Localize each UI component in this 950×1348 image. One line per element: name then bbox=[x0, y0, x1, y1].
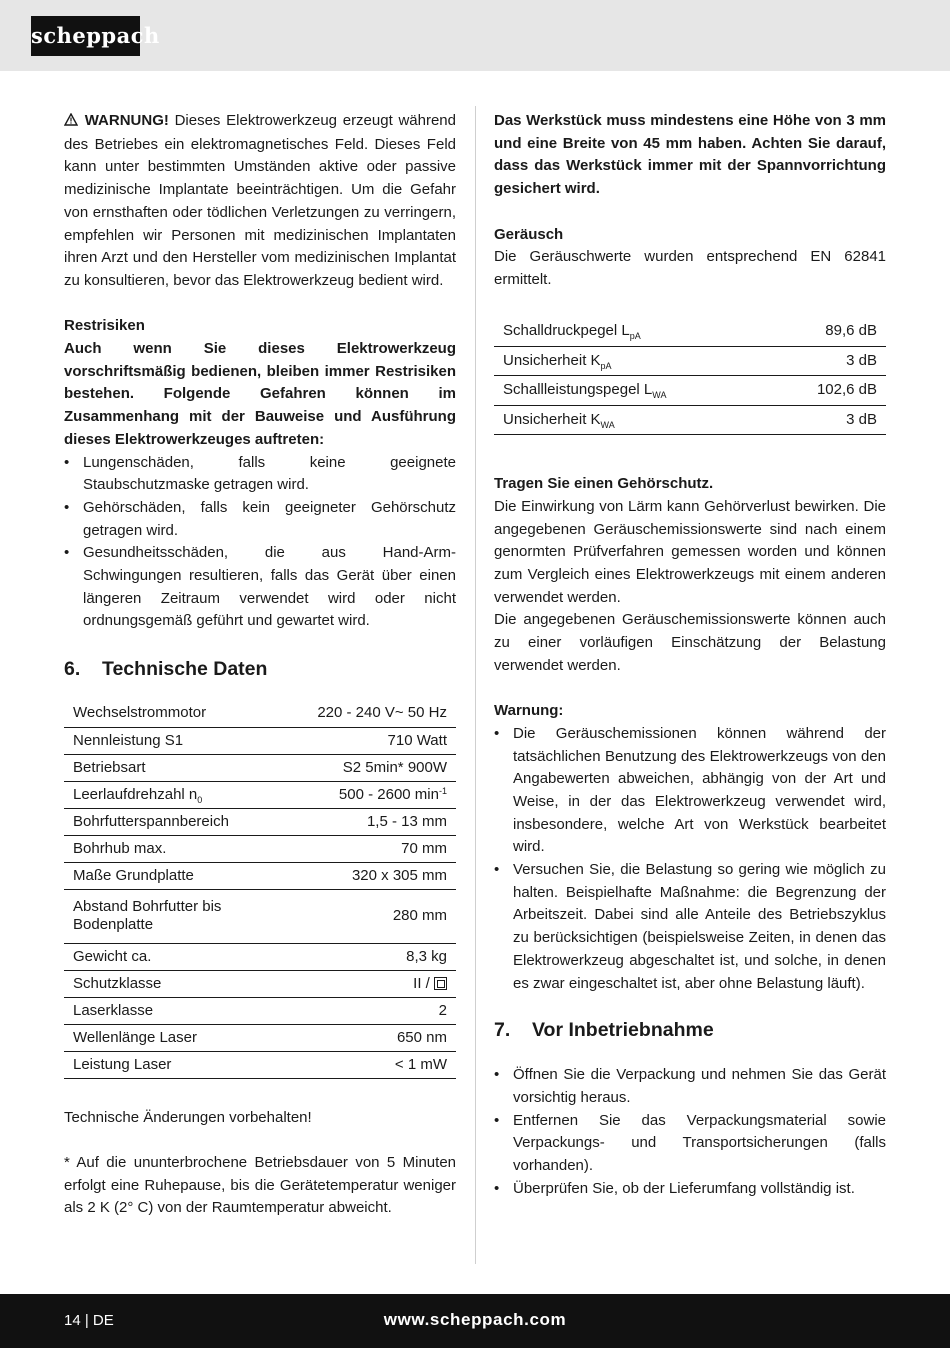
noise-table bbox=[494, 317, 886, 436]
page-number: 14 | DE bbox=[64, 1312, 114, 1329]
warning-text: Dieses Elektrowerkzeug erzeugt während des Betriebes ein elektromagnetisches Feld. Dieses Feld kann unter bestimmten Umständen aktive oder passive medizinische Implantate beeinträchtigen. Um die Gefahr von ernsthaften oder tödlichen Verletzungen zu verringern, empfehlen wir Personen mit medizinischen Implantaten ihren Arzt und den Hersteller vom medizinischen Implantat zu konsultieren, bevor das Elektrowerkzeug bedient wird. bbox=[64, 112, 456, 289]
warning-label: WARNUNG! bbox=[84, 112, 169, 129]
table-row: Nennleistung S1 710 Watt bbox=[64, 727, 456, 754]
right-column bbox=[494, 110, 886, 1200]
table-row: Leerlaufdrehzahl $n_0$ 500 - 2600 $\min^{-1}$ bbox=[64, 781, 456, 808]
table-row: Wellenlänge Laser 650 nm bbox=[64, 1024, 456, 1051]
warning-triangle-icon bbox=[64, 111, 79, 134]
table-row: Unsicherheit $K_{WA}$ 3 dB bbox=[494, 405, 886, 435]
table-row: Maße Grundplatte 320 x 305 mm bbox=[64, 862, 456, 889]
noise-text: Die Geräuschwerte wurden entsprechend EN 62841 ermittelt. bbox=[494, 248, 886, 288]
column-divider bbox=[475, 106, 476, 1264]
noise-warning-list bbox=[494, 723, 886, 995]
technical-data-table bbox=[64, 700, 456, 1079]
changes-note: Technische Änderungen vorbehalten! bbox=[64, 1108, 312, 1126]
table-row: Wechselstrommotor 220 - 240 V~ 50 Hz bbox=[64, 700, 456, 727]
table-row: Gewicht ca. 8,3 kg bbox=[64, 943, 456, 970]
hearing-title: Tragen Sie einen Gehörschutz. bbox=[494, 475, 714, 493]
noise-title: Geräusch bbox=[494, 225, 564, 243]
list-item: • Versuchen Sie, die Belastung so gering wie möglich zu halten. Beispielhafte Maßnahme: die Begrenzung der Arbeitszeit. Dabei sind alle Anteile des Betriebszyklus zu berücksichtigen (beispielsweise Zeiten, in denen das Elektrowerkzeug abgeschaltet ist, und solche, in denen es zwar eingeschaltet ist, aber ohne Belastung läuft). bbox=[494, 859, 886, 995]
list-item: • Gehörschäden, falls kein geeigneter Gehörschutz getragen wird. bbox=[64, 497, 456, 542]
table-row: Unsicherheit $K_{pA}$ 3 dB bbox=[494, 346, 886, 376]
table-row: Schalldruckpegel $L_{pA}$ 89,6 dB bbox=[494, 317, 886, 347]
page-footer bbox=[0, 1294, 950, 1348]
list-item: • Öffnen Sie die Verpackung und nehmen Sie das Gerät vorsichtig heraus. bbox=[494, 1064, 886, 1109]
scheppach-logo: scheppach bbox=[31, 16, 140, 56]
setup-steps-list bbox=[494, 1064, 886, 1200]
list-item: • Überprüfen Sie, ob der Lieferumfang vollständig ist. bbox=[494, 1178, 886, 1201]
workpiece-note: Das Werkstück muss mindestens eine Höhe von 3 mm und eine Breite von 45 mm haben. Achten Sie darauf, dass das Werkstück immer mit der Spannvorrichtung gesichert wird. bbox=[494, 112, 886, 198]
hearing-paragraph-1: Die Einwirkung von Lärm kann Gehörverlust bewirken. Die angegebenen Geräuschemissionswerte sind nach einem genormten Prüfverfahren gemessen worden und können zum Vergleich eines Elektrowerkzeugs mit einem anderen verwendet werden. bbox=[494, 497, 886, 606]
table-row: Leistung Laser < 1 mW bbox=[64, 1051, 456, 1078]
list-item: • Lungenschäden, falls keine geeignete Staubschutzmaske getragen wird. bbox=[64, 452, 456, 497]
emf-warning bbox=[64, 110, 456, 293]
table-row: Schutzklasse II / bbox=[64, 970, 456, 997]
list-item: • Entfernen Sie das Verpackungsmaterial sowie Verpackungs- und Transportsicherungen (falls vorhanden). bbox=[494, 1110, 886, 1178]
restrisiken-title: Restrisiken bbox=[64, 317, 145, 335]
page-header bbox=[0, 0, 950, 71]
risk-list bbox=[64, 452, 456, 634]
list-item: • Die Geräuschemissionen können während der tatsächlichen Benutzung des Elektrowerkzeugs von den Angabewerten abweichen, abhängig von der Art und Weise, in der das Elektrowerkzeug verwendet wird, insbesondere, welche Art von Werkstück bearbeitet wird. bbox=[494, 723, 886, 859]
hearing-paragraph-2: Die angegebenen Geräuschemissionswerte können auch zu einer vorläufigen Einschätzung der Belastung verwendet werden. bbox=[494, 611, 886, 674]
duty-footnote: * Auf die ununterbrochene Betriebsdauer von 5 Minuten erfolgt eine Ruhepause, bis die Gerätetemperatur weniger als 2 K (2° C) von der Raumtemperatur abweicht. bbox=[64, 1154, 456, 1217]
table-row: Betriebsart S2 5min* 900W bbox=[64, 754, 456, 781]
section-6-heading: 6. Technische Daten bbox=[64, 658, 268, 681]
footer-url: www.scheppach.com bbox=[383, 1310, 567, 1329]
table-row: Bohrhub max. 70 mm bbox=[64, 835, 456, 862]
table-row: Bohrfutterspannbereich 1,5 - 13 mm bbox=[64, 808, 456, 835]
left-column bbox=[64, 110, 456, 1220]
table-row: Schallleistungspegel $L_{WA}$ 102,6 dB bbox=[494, 376, 886, 406]
table-row: Abstand Bohrfutter bis Bodenplatte 280 mm bbox=[64, 889, 456, 943]
warnung-title: Warnung: bbox=[494, 702, 564, 720]
section-7-heading: 7. Vor Inbetriebnahme bbox=[494, 1019, 714, 1042]
restrisiken-intro: Auch wenn Sie dieses Elektrowerkzeug vorschriftsmäßig bedienen, bleiben immer Restrisiken bestehen. Folgende Gefahren können im Zusammenhang mit der Bauweise und Ausführung dieses Elektrowerkzeuges auftreten: bbox=[64, 340, 456, 448]
list-item: • Gesundheitsschäden, die aus Hand-Arm-Schwingungen resultieren, falls das Gerät über einen längeren Zeitraum verwendet wird oder nicht ordnungsgemäß geführt und gewartet wird. bbox=[64, 542, 456, 633]
table-row: Laserklasse 2 bbox=[64, 997, 456, 1024]
protection-class-ii-icon bbox=[434, 977, 447, 990]
